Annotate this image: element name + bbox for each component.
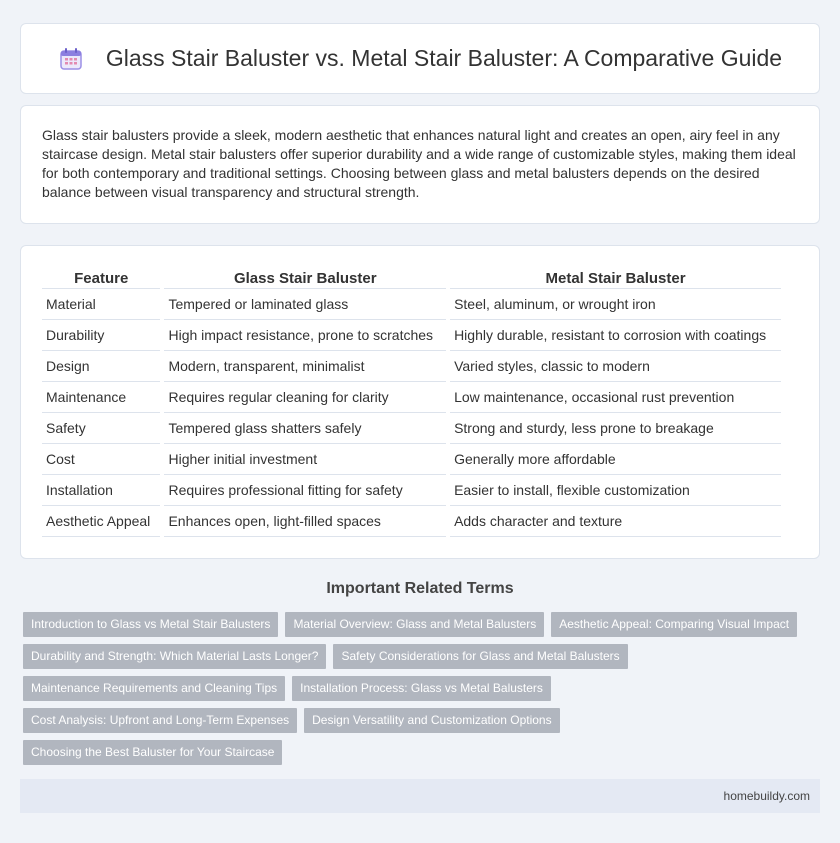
table-cell: Installation bbox=[42, 475, 160, 506]
related-term-tag[interactable]: Choosing the Best Baluster for Your Staircase bbox=[23, 740, 282, 765]
table-cell: Low maintenance, occasional rust prevention bbox=[450, 382, 781, 413]
related-term-tag[interactable]: Material Overview: Glass and Metal Balusters bbox=[285, 612, 544, 637]
related-term-tag[interactable]: Introduction to Glass vs Metal Stair Balusters bbox=[23, 612, 278, 637]
related-term-tag[interactable]: Aesthetic Appeal: Comparing Visual Impact bbox=[551, 612, 797, 637]
table-cell: Varied styles, classic to modern bbox=[450, 351, 781, 382]
related-term-tag[interactable]: Maintenance Requirements and Cleaning Tips bbox=[23, 676, 285, 701]
related-term-tag[interactable]: Safety Considerations for Glass and Metal Balusters bbox=[333, 644, 627, 669]
table-cell: Requires regular cleaning for clarity bbox=[164, 382, 446, 413]
table-header-row bbox=[42, 268, 781, 289]
comparison-table-card bbox=[20, 245, 820, 559]
related-term-tag[interactable]: Installation Process: Glass vs Metal Balusters bbox=[292, 676, 551, 701]
table-row bbox=[42, 289, 781, 320]
tag-row bbox=[23, 644, 813, 669]
related-term-tag[interactable]: Durability and Strength: Which Material Lasts Longer? bbox=[23, 644, 326, 669]
table-row bbox=[42, 444, 781, 475]
table-cell: Easier to install, flexible customization bbox=[450, 475, 781, 506]
column-header: Feature bbox=[42, 268, 160, 289]
table-row bbox=[42, 351, 781, 382]
table-cell: Maintenance bbox=[42, 382, 160, 413]
table-row bbox=[42, 320, 781, 351]
related-term-tag[interactable]: Cost Analysis: Upfront and Long-Term Expenses bbox=[23, 708, 297, 733]
table-cell: Highly durable, resistant to corrosion with coatings bbox=[450, 320, 781, 351]
column-header: Metal Stair Baluster bbox=[450, 268, 781, 289]
table-row bbox=[42, 413, 781, 444]
related-term-tag[interactable]: Design Versatility and Customization Options bbox=[304, 708, 559, 733]
table-cell: Safety bbox=[42, 413, 160, 444]
tag-row bbox=[23, 708, 813, 733]
table-cell: Material bbox=[42, 289, 160, 320]
footer-site-link[interactable]: homebuildy.com bbox=[723, 789, 810, 803]
footer bbox=[20, 779, 820, 813]
table-cell: Higher initial investment bbox=[164, 444, 446, 475]
table-cell: Design bbox=[42, 351, 160, 382]
table-cell: Tempered or laminated glass bbox=[164, 289, 446, 320]
related-terms-list bbox=[23, 612, 813, 772]
column-header: Glass Stair Baluster bbox=[164, 268, 446, 289]
table-cell: Aesthetic Appeal bbox=[42, 506, 160, 537]
table-cell: Durability bbox=[42, 320, 160, 351]
table-cell: Adds character and texture bbox=[450, 506, 781, 537]
table-cell: Requires professional fitting for safety bbox=[164, 475, 446, 506]
table-cell: Modern, transparent, minimalist bbox=[164, 351, 446, 382]
table-cell: Tempered glass shatters safely bbox=[164, 413, 446, 444]
intro-card bbox=[20, 105, 820, 224]
table-cell: Steel, aluminum, or wrought iron bbox=[450, 289, 781, 320]
table-row bbox=[42, 475, 781, 506]
intro-text: Glass stair balusters provide a sleek, modern aesthetic that enhances natural light and creates an open, airy feel in any staircase design. Metal stair balusters offer superior durability and a wide range of customizable styles, making them ideal for both contemporary and traditional settings. Choosing between glass and metal balusters depends on the desired balance between visual transparency and structural strength. bbox=[42, 127, 796, 200]
table-cell: Generally more affordable bbox=[450, 444, 781, 475]
tag-row bbox=[23, 740, 813, 765]
page-title: Glass Stair Baluster vs. Metal Stair Baluster: A Comparative Guide bbox=[105, 45, 783, 71]
table-cell: Cost bbox=[42, 444, 160, 475]
table-row bbox=[42, 506, 781, 537]
table-cell: Enhances open, light-filled spaces bbox=[164, 506, 446, 537]
table-cell: High impact resistance, prone to scratches bbox=[164, 320, 446, 351]
comparison-table bbox=[38, 268, 785, 537]
tag-row bbox=[23, 676, 813, 701]
table-row bbox=[42, 382, 781, 413]
related-terms-title: Important Related Terms bbox=[326, 580, 514, 597]
header-card bbox=[20, 23, 820, 94]
calendar-icon bbox=[58, 46, 84, 72]
table-cell: Strong and sturdy, less prone to breakage bbox=[450, 413, 781, 444]
tag-row bbox=[23, 612, 813, 637]
